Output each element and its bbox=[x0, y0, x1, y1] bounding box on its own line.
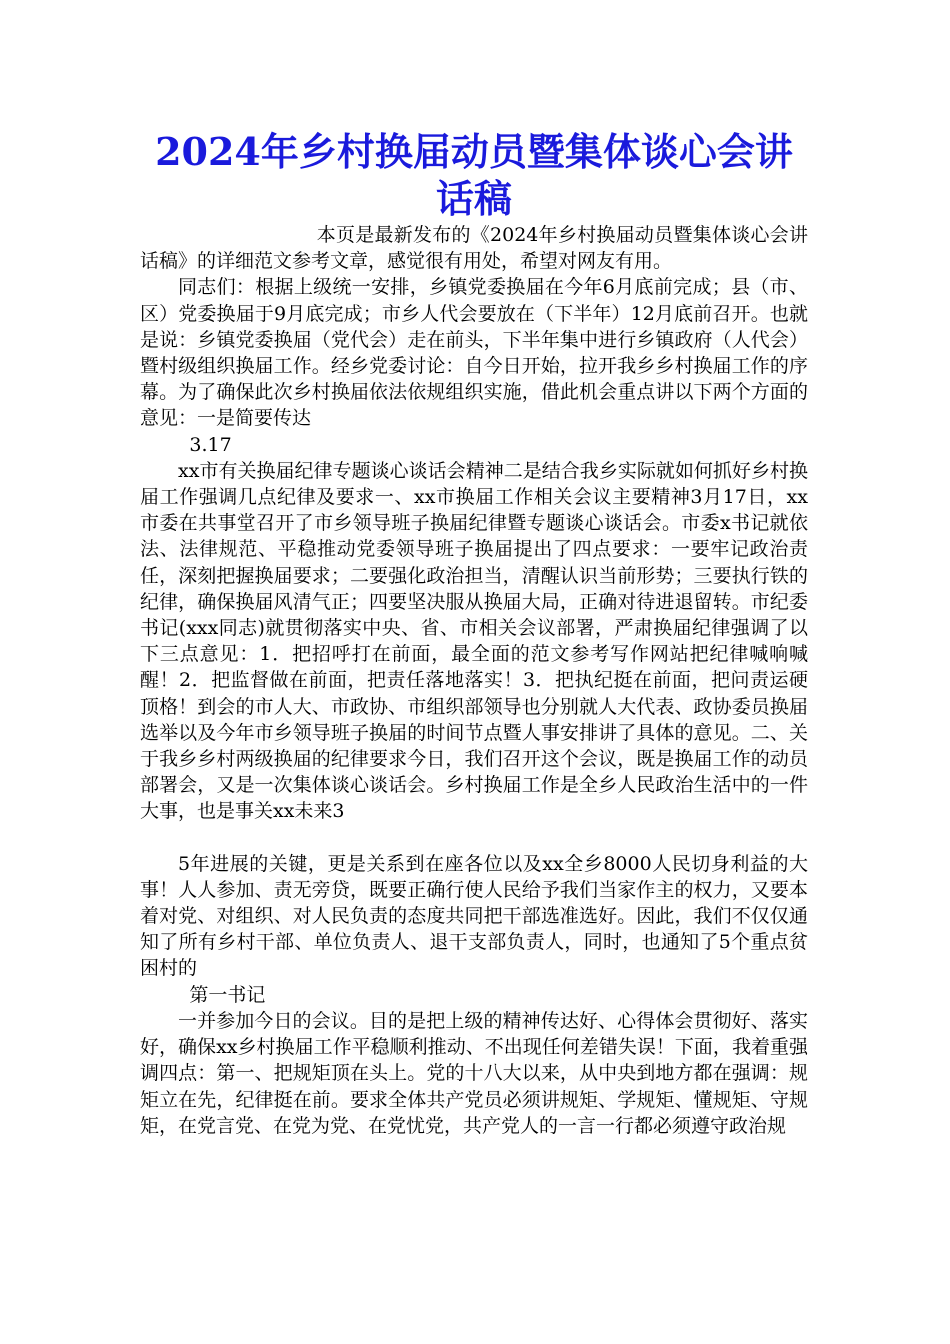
intro-paragraph: 本页是最新发布的《2024年乡村换届动员暨集体谈心会讲话稿》的详细范文参考文章，感觉很有用处，希望对网友有用。 bbox=[140, 224, 808, 273]
document-page bbox=[140, 128, 808, 1139]
body-paragraph: 同志们：根据上级统一安排，乡镇党委换届在今年6月底前完成；县（市、区）党委换届于9月底完成；市乡人代会要放在（下半年）12月底前召开。也就是说：乡镇党委换届（党代会）走在前头，下半年集中进行乡镇政府（人代会）暨村级组织换届工作。经乡党委讨论：自今日开始，拉开我乡乡村换届工作的序幕。为了确保此次乡村换届依法依规组织实施，借此机会重点讲以下两个方面的意见：一是简要传达 bbox=[140, 276, 808, 430]
body-paragraph: xx市有关换届纪律专题谈心谈话会精神二是结合我乡实际就如何抓好乡村换届工作强调几点纪律及要求一、xx市换届工作相关会议主要精神3月17日，xx市委在共事堂召开了市乡领导班子换届纪律暨专题谈心谈话会。市委x书记就依法、法律规范、平稳推动党委领导班子换届提出了四点要求：一要牢记政治责任，深刻把握换届要求；二要强化政治担当，清醒认识当前形势；三要执行铁的纪律，确保换届风清气正；四要坚决服从换届大局，正确对待进退留转。市纪委书记(xxx同志)就贯彻落实中央、省、市相关会议部署，严肃换届纪律强调了以下三点意见：1．把招呼打在前面，最全面的范文参考写作网站把纪律喊响喊醒！2．把监督做在前面，把责任落地落实！3．把执纪挺在前面，把问责运硬顶格！到会的市人大、市政协、市组织部领导也分别就人大代表、政协委员换届选举以及今年市乡领导班子换届的时间节点暨人事安排讲了具体的意见。二、关于我乡乡村两级换届的纪律要求今日，我们召开这个会议，既是换届工作的动员部署会，又是一次集体谈心谈话会。乡村换届工作是全乡人民政治生活中的一件大事，也是事关xx未来3 bbox=[140, 459, 808, 823]
body-paragraph: 5年进展的关键，更是关系到在座各位以及xx全乡8000人民切身利益的大事！人人参加、责无旁贷，既要正确行使人民给予我们当家作主的权力，又要本着对党、对组织、对人民负责的态度共同把干部选准选好。因此，我们不仅仅通知了所有乡村干部、单位负责人、退干支部负责人，同时，也通知了5个重点贫困村的 bbox=[140, 852, 808, 980]
document-title: 2024年乡村换届动员暨集体谈心会讲话稿 bbox=[155, 129, 793, 221]
body-paragraph: 3.17 bbox=[189, 433, 232, 456]
body-paragraph: 一并参加今日的会议。目的是把上级的精神传达好、心得体会贯彻好、落实好，确保xx乡村换届工作平稳顺利推动、不出现任何差错失误！下面，我着重强调四点：第一、把规矩顶在头上。党的十八大以来，从中央到地方都在强调：规矩立在先，纪律挺在前。要求全体共产党员必须讲规矩、学规矩、懂规矩、守规矩，在党言党、在党为党、在党忧党，共产党人的一言一行都必须遵守政治规 bbox=[140, 1009, 808, 1137]
body-paragraph: 第一书记 bbox=[189, 983, 266, 1006]
